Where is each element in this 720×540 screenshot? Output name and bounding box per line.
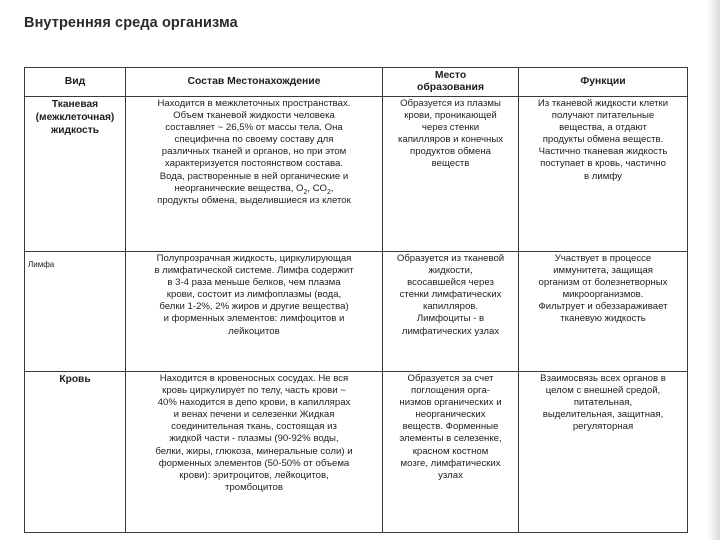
cell-functions-lymph: Участвует в процессе иммунитета, защищая организм от болезнетворных микроорганизмов. Фильтрует и обеззараживает тканевую жидкость [519,252,688,372]
cell-origin-lymph: Образуется из тканевой жидкости, всосавшейся через стенки лимфатических капилляров. Лимфоциты - в лимфатических узлах [383,252,519,372]
cell-composition-lymph: Полупрозрачная жидкость, циркулирующая в лимфатической системе. Лимфа содержит в 3-4 раза меньше белков, чем плазма крови, состоит из лимфоплазмы (вода, белки 1-2%, 2% жиров и другие вещества) и форменных элементов: лимфоцитов и лейкоцитов [126,252,383,372]
header-functions: Функции [519,68,688,97]
cell-origin-blood: Образуется за счет поглощения орга- низмов органических и неорганических веществ. Форменные элементы в селезенке, красном костном мозге, лимфатических узлах [383,372,519,533]
oxygen-subscript: 2 [303,188,308,196]
table-row-blood [25,372,688,533]
row-name-lymph: Лимфа [25,252,126,372]
composition-text-main: Находится в межклеточных пространствах. Объем тканевой жидкости человека составляет ~ 26,5% от массы тела. Она специфична по своему составу для различных тканей и органов, но при этом характеризуется постоянством состава. Вода, растворенные в ней органические и неорганические вещества, О [157,98,351,194]
row-name-blood: Кровь [25,372,126,533]
table-row-lymph [25,252,688,372]
cell-composition-tissue-fluid [126,97,383,252]
table-header-row [25,68,688,97]
cell-functions-tissue-fluid: Из тканевой жидкости клетки получают питательные вещества, а отдают продукты обмена веществ. Частично тканевая жидкость поступает в кровь, частично в лимфу [519,97,688,252]
table-row-tissue-fluid [25,97,688,252]
slide-edge-shadow [706,0,720,540]
row-name-tissue-fluid: Тканевая (межклеточная) жидкость [25,97,126,252]
cell-composition-blood: Находится в кровеносных сосудах. Не вся кровь циркулирует по телу, часть крови ~ 40% находится в депо крови, в капиллярах и венах печени и селезенки Жидкая соединительная ткань, состоящая из жидкой части - плазмы (90-92% воды, белки, жиры, глюкоза, минеральные соли) и форменных элементов (50-50% от объема крови): эритроцитов, лейкоцитов, тромбоцитов [126,372,383,533]
header-composition: Состав Местонахождение [126,68,383,97]
composition-text-end: , продукты обмена, выделившиеся из клеток [157,182,351,206]
co2-subscript: 2 [326,188,331,196]
cell-functions-blood: Взаимосвязь всех органов в целом с внешней средой, питательная, выделительная, защитная, регуляторная [519,372,688,533]
header-type: Вид [25,68,126,97]
composition-text-mid: , СО [307,182,327,194]
cell-origin-tissue-fluid: Образуется из плазмы крови, проникающей через стенки капилляров и конечных продуктов обмена веществ [383,97,519,252]
header-origin: Место образования [383,68,519,97]
slide-title: Внутренняя среда организма [24,15,238,31]
organism-environment-table [24,67,688,533]
